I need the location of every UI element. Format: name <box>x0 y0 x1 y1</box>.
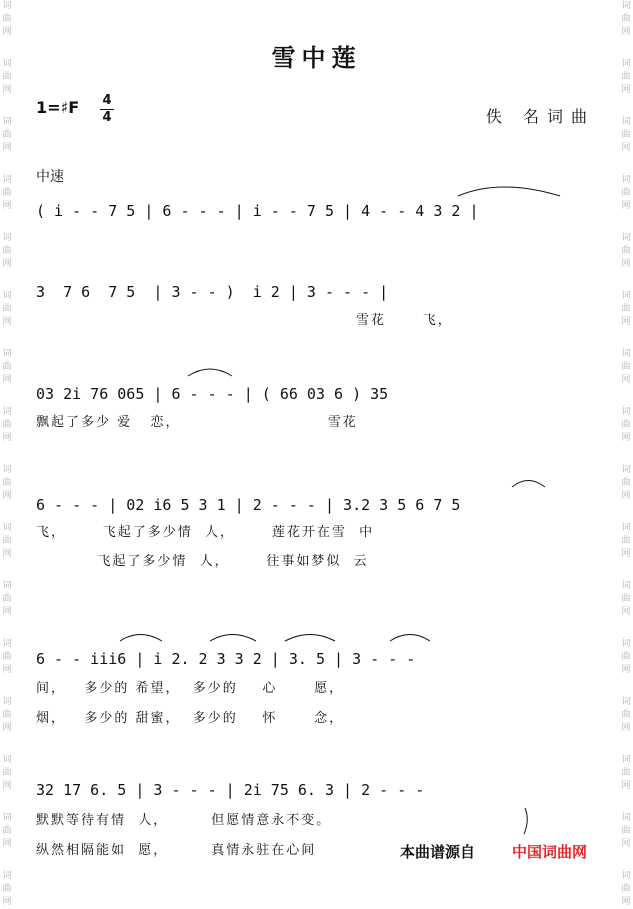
side-watermark-char: 词 <box>621 465 631 475</box>
side-watermark-char: 曲 <box>2 652 12 662</box>
side-watermark-char: 曲 <box>621 72 631 82</box>
side-watermark-char: 网 <box>621 27 631 37</box>
side-watermark-char: 网 <box>621 665 631 675</box>
side-watermark-char: 曲 <box>2 130 12 140</box>
side-watermark-char: 网 <box>2 607 12 617</box>
side-watermark-char: 曲 <box>2 188 12 198</box>
side-watermark-char: 网 <box>621 259 631 269</box>
side-watermark-char: 网 <box>2 839 12 849</box>
side-watermark-char: 词 <box>621 407 631 417</box>
side-watermark-char: 词 <box>621 349 631 359</box>
side-watermark-char: 网 <box>621 433 631 443</box>
side-watermark-char: 曲 <box>621 246 631 256</box>
side-watermark-char: 词 <box>2 117 12 127</box>
side-watermark-char: 词 <box>621 871 631 881</box>
side-watermark-char: 词 <box>2 233 12 243</box>
side-watermark-char: 词 <box>2 59 12 69</box>
side-watermark-char: 网 <box>2 85 12 95</box>
side-watermark-char: 词 <box>621 581 631 591</box>
side-watermark-char: 曲 <box>621 884 631 894</box>
side-watermark-char: 网 <box>2 491 12 501</box>
side-watermark-char: 网 <box>621 839 631 849</box>
side-watermark-char: 曲 <box>621 14 631 24</box>
side-watermark-char: 词 <box>2 407 12 417</box>
lyric-row-6a: 默默等待有情 人， 但愿情意永不变。 <box>36 813 332 828</box>
side-watermark-char: 网 <box>2 781 12 791</box>
side-watermark-char: 网 <box>621 375 631 385</box>
side-watermark-char: 曲 <box>2 478 12 488</box>
side-watermark-char: 网 <box>621 317 631 327</box>
side-watermark-char: 网 <box>621 201 631 211</box>
lyric-row-3: 飘起了多少 爱 恋， 雪花 <box>36 415 358 430</box>
side-watermark-char: 词 <box>2 639 12 649</box>
lyric-row-6b: 纵然相隔能如 愿， 真情永驻在心间 <box>36 843 317 858</box>
side-watermark-char: 曲 <box>621 594 631 604</box>
side-watermark-char: 网 <box>2 27 12 37</box>
side-watermark-char: 曲 <box>621 420 631 430</box>
side-watermark-char: 曲 <box>621 304 631 314</box>
side-watermark-char: 词 <box>2 871 12 881</box>
notation-row-2: 3 7 6 7 5 | 3 - - ) i 2 | 3 - - - | <box>36 283 389 301</box>
side-watermark-char: 网 <box>2 549 12 559</box>
lyric-row-2: 雪花 飞， <box>356 313 453 328</box>
lyric-row-4b: 飞起了多少情 人， 往事如梦似 云 <box>36 554 369 569</box>
side-watermark-char: 词 <box>621 1 631 11</box>
side-watermark-char: 曲 <box>2 768 12 778</box>
side-watermark-char: 曲 <box>2 826 12 836</box>
side-watermark-char: 词 <box>621 639 631 649</box>
key-signature: 1=♯F <box>36 98 80 117</box>
side-watermark-char: 曲 <box>2 246 12 256</box>
meter-top: 4 <box>102 93 112 108</box>
notation-row-6: 32 17 6. 5 | 3 - - - | 2i 75 6. 3 | 2 - - - <box>36 781 425 799</box>
side-watermark-char: 曲 <box>2 710 12 720</box>
side-watermark-char: 曲 <box>621 536 631 546</box>
side-watermark-char: 曲 <box>2 594 12 604</box>
side-watermark-char: 网 <box>621 549 631 559</box>
side-watermark-char: 曲 <box>621 362 631 372</box>
side-watermark-char: 网 <box>621 143 631 153</box>
side-watermark-char: 词 <box>2 581 12 591</box>
side-watermark-char: 词 <box>621 117 631 127</box>
side-watermark-char: 网 <box>621 491 631 501</box>
side-watermark-char: 网 <box>2 433 12 443</box>
side-watermark-char: 网 <box>621 607 631 617</box>
side-watermark-char: 网 <box>2 259 12 269</box>
side-watermark-char: 曲 <box>621 826 631 836</box>
side-watermark-char: 词 <box>621 233 631 243</box>
side-watermark-char: 曲 <box>2 72 12 82</box>
side-watermark-char: 词 <box>621 813 631 823</box>
side-watermark-char: 网 <box>621 781 631 791</box>
side-watermark-char: 词 <box>2 755 12 765</box>
side-watermark-char: 词 <box>2 1 12 11</box>
side-watermark-char: 网 <box>2 201 12 211</box>
side-watermark-char: 曲 <box>2 362 12 372</box>
side-watermark-char: 曲 <box>621 652 631 662</box>
notation-row-1: ( i - - 7 5 | 6 - - - | i - - 7 5 | 4 - - 4 3 2 | <box>36 202 479 220</box>
author-credit: 佚 名词曲 <box>485 107 595 126</box>
side-watermark-char: 网 <box>2 317 12 327</box>
notation-row-3: 03 2i 76 065 | 6 - - - | ( 66 03 6 ) 35 <box>36 385 389 403</box>
side-watermark-char: 词 <box>2 465 12 475</box>
song-title: 雪中莲 <box>271 43 362 72</box>
side-watermark-char: 网 <box>2 723 12 733</box>
side-watermark-char: 词 <box>2 697 12 707</box>
notation-row-4: 6 - - - | 02 i6 5 3 1 | 2 - - - | 3.2 3 5 6 7 5 <box>36 496 461 514</box>
side-watermark-char: 曲 <box>621 768 631 778</box>
side-watermark-char: 网 <box>2 665 12 675</box>
side-watermark-char: 网 <box>2 143 12 153</box>
watermark-source: 本曲谱源自 <box>400 843 476 861</box>
side-watermark-char: 词 <box>621 175 631 185</box>
side-watermark-char: 词 <box>621 523 631 533</box>
side-watermark-char: 曲 <box>2 14 12 24</box>
side-watermark-char: 词 <box>621 697 631 707</box>
side-watermark-char: 词 <box>2 813 12 823</box>
watermark-site: 中国词曲网 <box>512 843 588 861</box>
lyric-row-5b: 烟， 多少的 甜蜜， 多少的 怀 念， <box>36 711 345 726</box>
side-watermark-char: 词 <box>2 175 12 185</box>
side-watermark-char: 词 <box>2 523 12 533</box>
side-watermark-char: 网 <box>2 375 12 385</box>
side-watermark-char: 网 <box>621 723 631 733</box>
side-watermark-char: 网 <box>621 85 631 95</box>
side-watermark-char: 曲 <box>621 188 631 198</box>
side-watermark-char: 曲 <box>2 420 12 430</box>
notation-row-5: 6 - - iii6 | i 2. 2 3 3 2 | 3. 5 | 3 - - - <box>36 650 416 668</box>
side-watermark-char: 词 <box>2 349 12 359</box>
lyric-row-4a: 飞， 飞起了多少情 人， 莲花开在雪 中 <box>36 525 375 540</box>
side-watermark-char: 曲 <box>621 710 631 720</box>
side-watermark-char: 词 <box>621 59 631 69</box>
tempo-marking: 中速 <box>36 169 64 185</box>
side-watermark-char: 曲 <box>2 304 12 314</box>
lyric-row-5a: 间， 多少的 希望， 多少的 心 愿， <box>36 681 345 696</box>
side-watermark-char: 曲 <box>621 130 631 140</box>
side-watermark-char: 网 <box>621 897 631 907</box>
side-watermark-char: 曲 <box>621 478 631 488</box>
meter-bottom: 4 <box>102 110 112 125</box>
side-watermark-char: 曲 <box>2 884 12 894</box>
side-watermark-char: 网 <box>2 897 12 907</box>
side-watermark-char: 词 <box>2 291 12 301</box>
side-watermark-char: 曲 <box>2 536 12 546</box>
side-watermark-char: 词 <box>621 755 631 765</box>
side-watermark-char: 词 <box>621 291 631 301</box>
